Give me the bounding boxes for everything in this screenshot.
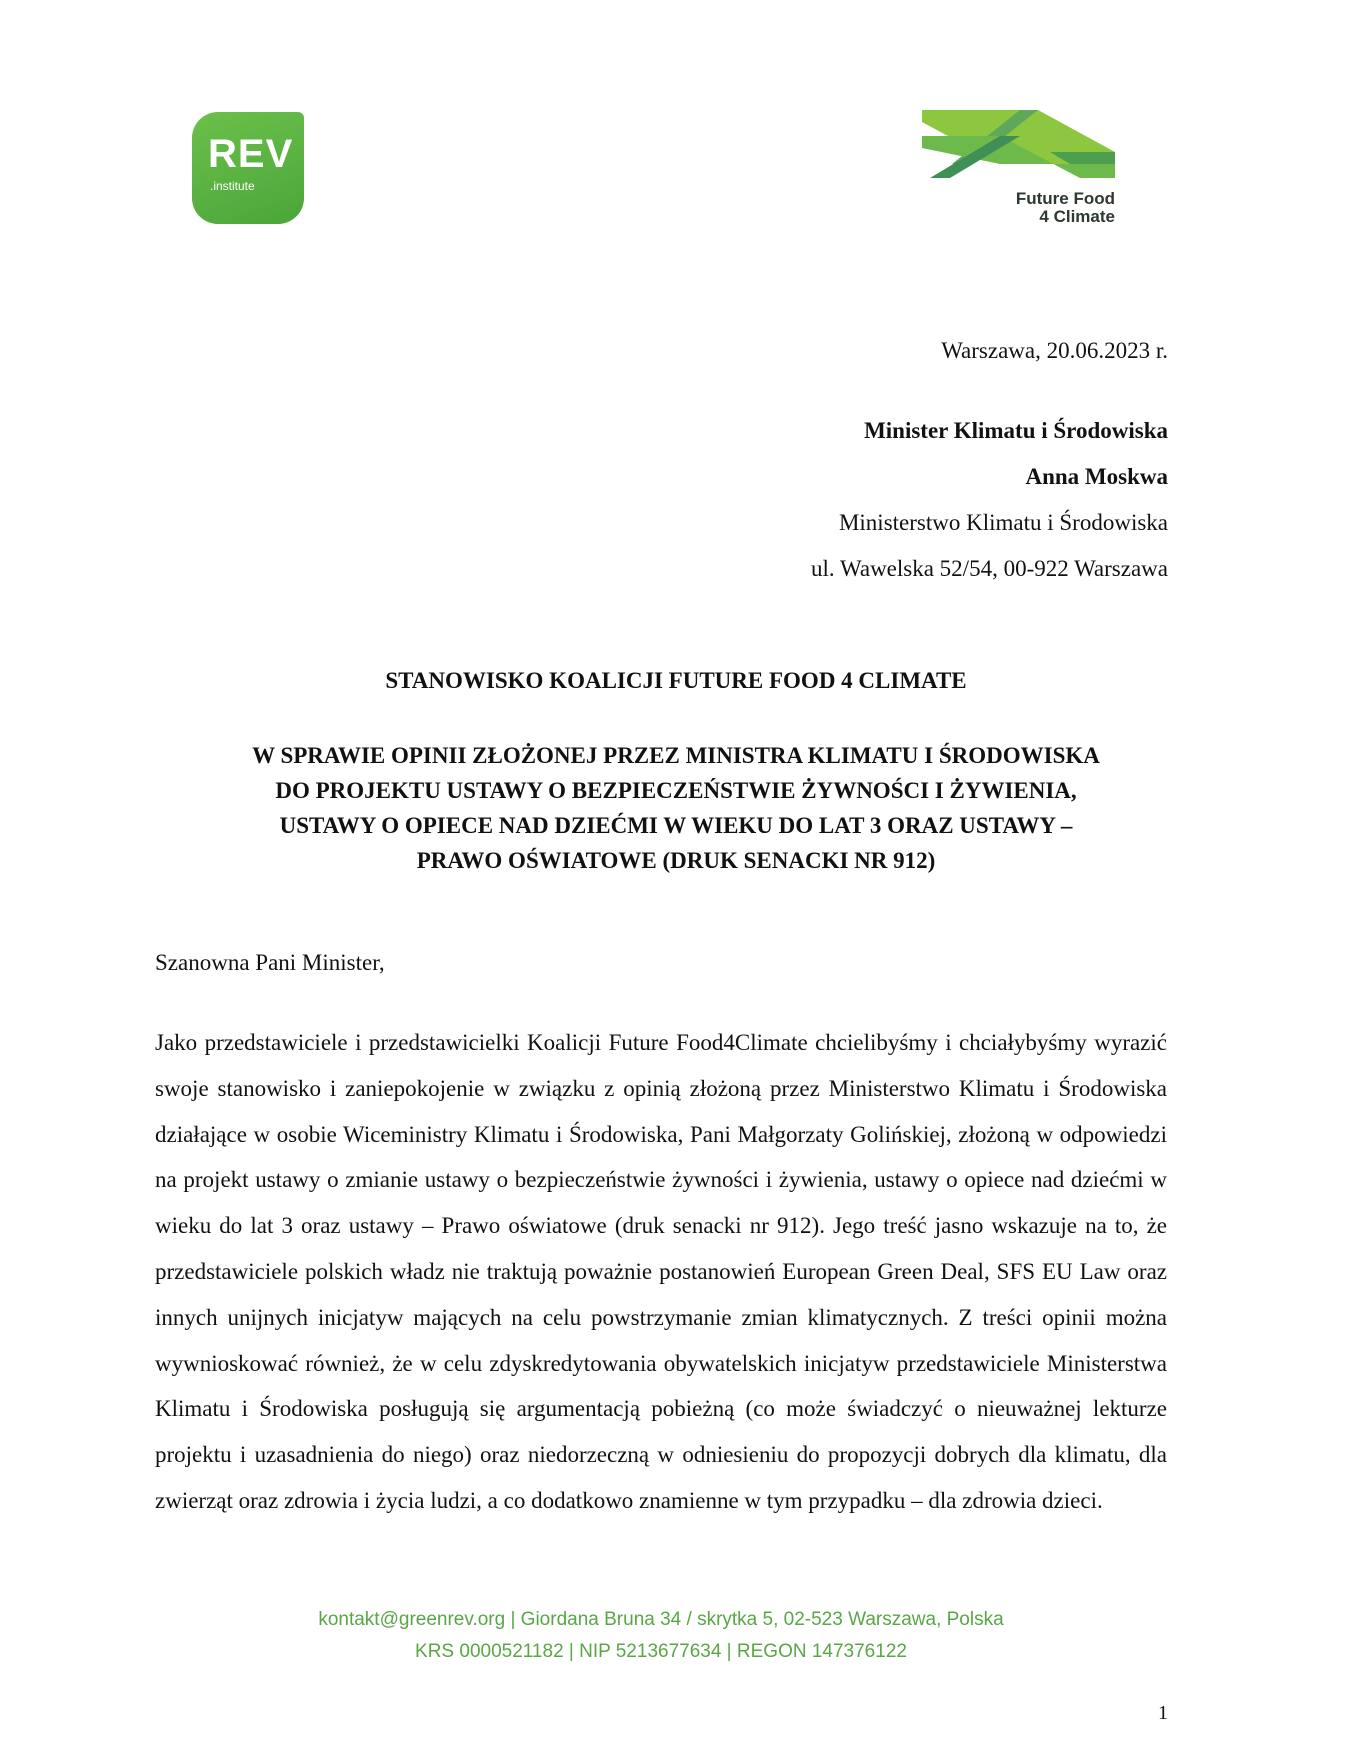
body-paragraph: Jako przedstawiciele i przedstawicielki Koalicji Future Food4Climate chcielibyśmy i chciałybyśmy wyrazić swoje stanowisko i zaniepokojenie w związku z opinią złożoną przez Ministerstwo Klimatu i Środowiska działające w osobie Wiceministry Klimatu i Środowiska, Pani Małgorzaty Golińskiej, złożoną w odpowiedzi na projekt ustawy o zmianie ustawy o bezpieczeństwie żywności i żywienia, ustawy o opiece nad dziećmi w wieku do lat 3 oraz ustawy – Prawo oświatowe (druk senacki nr 912). Jego treść jasno wskazuje na to, że przedstawiciele polskich władz nie traktują poważnie postanowień European Green Deal, SFS EU Law oraz innych unijnych inicjatyw mających na celu powstrzymanie zmian klimatycznych. Z treści opinii można wywnioskować również, że w celu zdyskredytowania obywatelskich inicjatyw przedstawiciele Ministerstwa Klimatu i Środowiska posługują się argumentacją pobieżną (co może świadczyć o nieuważnej lekturze projektu i uzasadnienia do niego) oraz niedorzeczną w odniesieniu do propozycji dobrych dla klimatu, dla zwierząt oraz zdrowia i życia ludzi, a co dodatkowo znamienne w tym przypadku – dla zdrowia dzieci. [155, 1030, 1167, 1513]
recipient-title: Minister Klimatu i Środowiska [864, 418, 1168, 443]
rev-logo-main: REV [208, 132, 294, 176]
ff4c-logo-text [920, 190, 1115, 226]
salutation: Szanowna Pani Minister, [155, 950, 385, 975]
rev-logo-sub: .institute [210, 179, 255, 193]
rev-institute-logo [192, 112, 304, 224]
recipient-address: ul. Wawelska 52/54, 00-922 Warszawa [811, 556, 1168, 581]
footer-line1: kontakt@greenrev.org | Giordana Bruna 34 / skrytka 5, 02-523 Warszawa, Polska [318, 1609, 1004, 1630]
footer-line2: KRS 0000521182 | NIP 5213677634 | REGON 147376122 [415, 1641, 907, 1662]
subheading-line: PRAWO OŚWIATOWE (DRUK SENACKI NR 912) [416, 848, 936, 873]
letter-heading: STANOWISKO KOALICJI FUTURE FOOD 4 CLIMATE [385, 668, 967, 693]
ff4c-logo-line1: Future Food [1015, 189, 1115, 208]
recipient-name: Anna Moskwa [1025, 464, 1168, 489]
ff4c-logo-line2: 4 Climate [1039, 207, 1115, 226]
subheading-line: USTAWY O OPIECE NAD DZIEĆMI W WIEKU DO LAT 3 ORAZ USTAWY – [279, 813, 1073, 838]
recipient-block [811, 408, 1168, 592]
letter-subheading [155, 738, 1197, 878]
ff4c-logo-mark [920, 108, 1120, 190]
subheading-line: W SPRAWIE OPINII ZŁOŻONEJ PRZEZ MINISTRA KLIMATU I ŚRODOWISKA [252, 743, 1100, 768]
footer-contact [155, 1604, 1167, 1668]
future-food-4-climate-logo [920, 108, 1120, 228]
page-number: 1 [1158, 1702, 1168, 1724]
letter-date: Warszawa, 20.06.2023 r. [941, 338, 1168, 363]
subheading-line: DO PROJEKTU USTAWY O BEZPIECZEŃSTWIE ŻYWNOŚCI I ŻYWIENIA, [275, 778, 1077, 803]
recipient-institution: Ministerstwo Klimatu i Środowiska [838, 510, 1168, 535]
